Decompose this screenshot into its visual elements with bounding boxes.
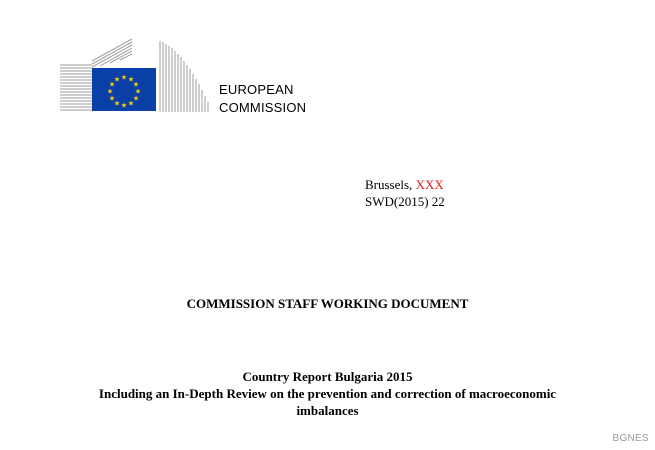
svg-text:★: ★ — [113, 99, 121, 108]
svg-text:★: ★ — [134, 87, 142, 96]
svg-text:★: ★ — [132, 80, 140, 89]
document-reference: SWD(2015) 22 — [365, 194, 445, 209]
title-line-3: imbalances — [296, 403, 359, 418]
city-text: Brussels, — [365, 177, 413, 192]
svg-text:★: ★ — [127, 99, 135, 108]
watermark: BGNES — [612, 433, 649, 444]
document-type-heading: COMMISSION STAFF WORKING DOCUMENT — [186, 296, 469, 311]
org-name-line1: EUROPEAN — [219, 82, 294, 97]
svg-text:★: ★ — [106, 87, 114, 96]
svg-text:★: ★ — [113, 75, 121, 84]
org-name-line2: COMMISSION — [219, 100, 307, 115]
svg-text:★: ★ — [108, 94, 116, 103]
organisation-name — [219, 81, 306, 117]
svg-text:★: ★ — [108, 80, 116, 89]
date-placeholder: XXX — [415, 177, 444, 192]
berlaymont-building-icon — [60, 37, 210, 117]
place-date-line — [365, 176, 445, 193]
eu-commission-logo — [60, 37, 210, 117]
dateline — [365, 176, 445, 210]
document-title — [0, 368, 655, 419]
title-line-1: Country Report Bulgaria 2015 — [242, 369, 413, 384]
svg-text:★: ★ — [127, 75, 135, 84]
svg-text:★: ★ — [120, 101, 128, 110]
svg-text:★: ★ — [132, 94, 140, 103]
title-line-2: Including an In-Depth Review on the prevention and correction of macroeconomic — [98, 386, 557, 401]
svg-text:★: ★ — [120, 73, 128, 82]
